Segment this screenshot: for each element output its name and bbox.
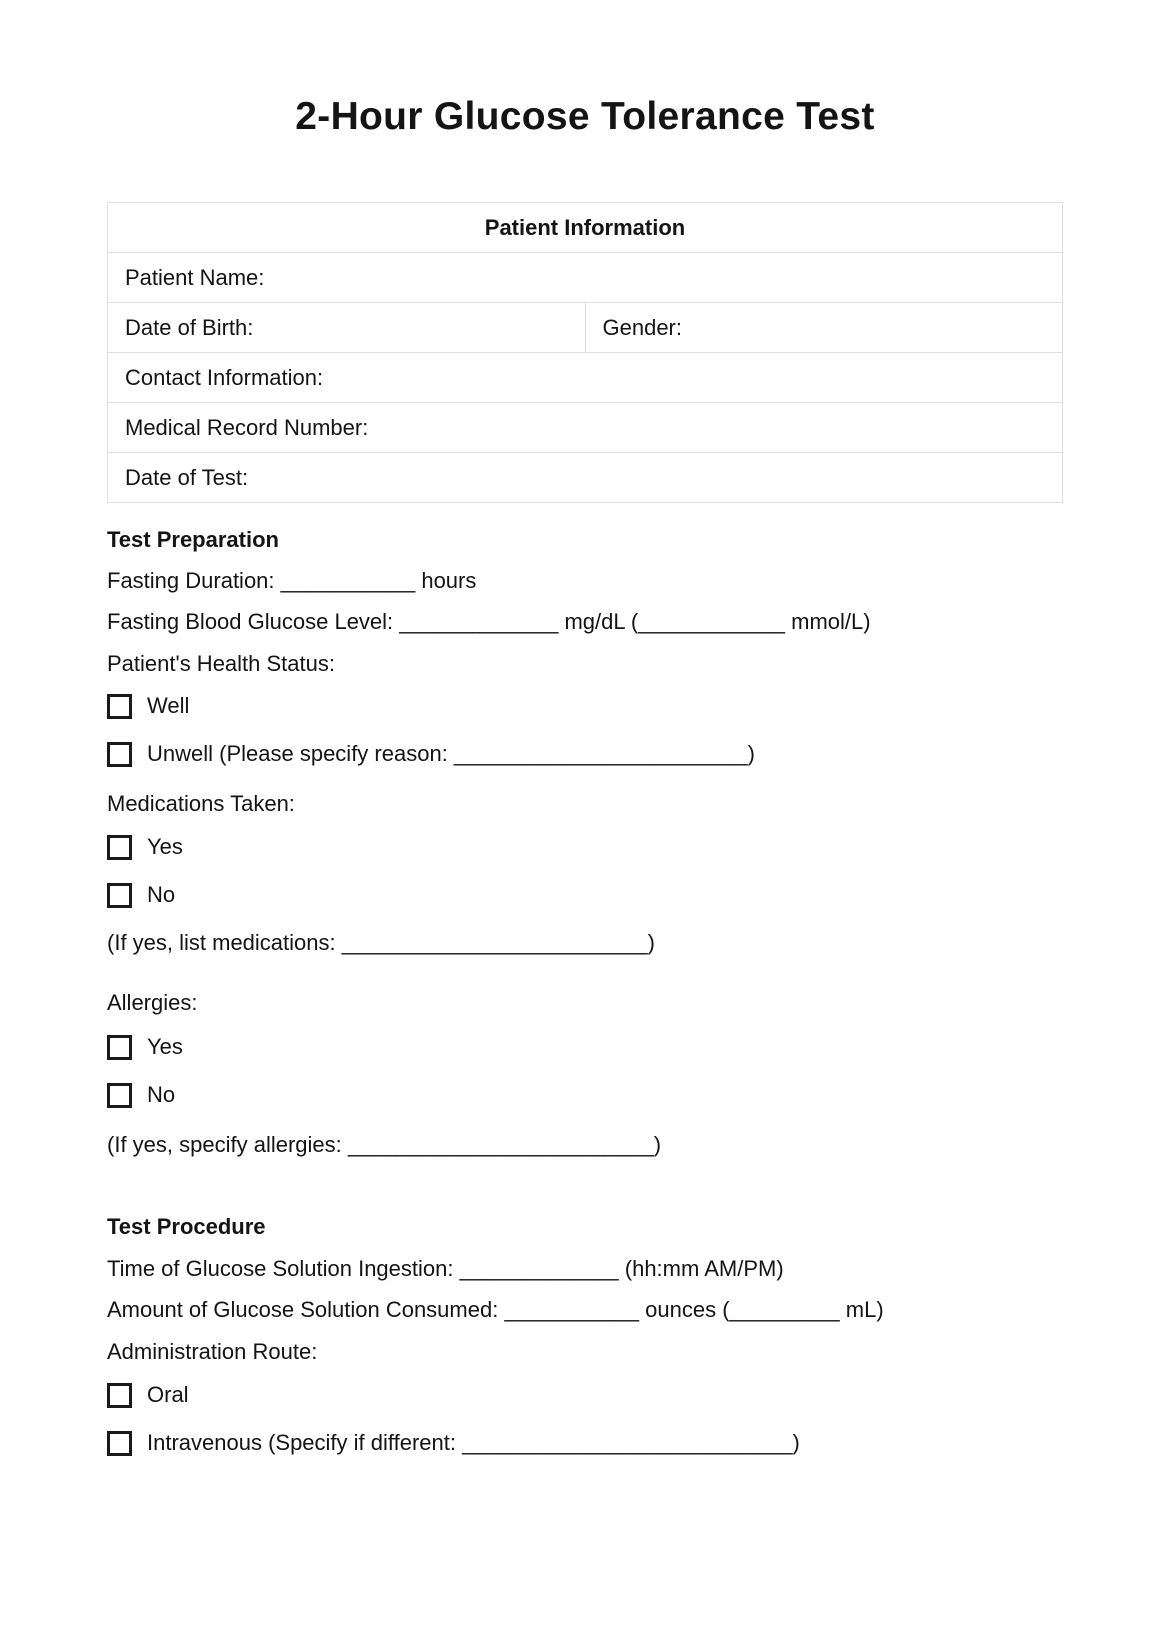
medications-if-yes-line: (If yes, list medications: _________________________) xyxy=(107,930,655,955)
unwell-checkbox[interactable] xyxy=(107,742,132,767)
allergies-no-option xyxy=(107,1080,1063,1110)
time-of-ingestion-line: Time of Glucose Solution Ingestion: _____________ (hh:mm AM/PM) xyxy=(107,1256,784,1281)
contact-information-field: Contact Information: xyxy=(108,353,1063,403)
intravenous-label: Intravenous (Specify if different: ___________________________) xyxy=(147,1430,800,1455)
allergies-no-label: No xyxy=(147,1082,176,1107)
table-row xyxy=(108,353,1063,403)
fasting-glucose-line: Fasting Blood Glucose Level: _____________ mg/dL (____________ mmol/L) xyxy=(107,609,871,634)
table-row xyxy=(108,303,1063,353)
allergies-label: Allergies: xyxy=(107,990,198,1015)
route-oral-option xyxy=(107,1380,1063,1410)
table-row-header xyxy=(108,203,1063,253)
amount-consumed-line: Amount of Glucose Solution Consumed: ___________ ounces (_________ mL) xyxy=(107,1297,884,1322)
medications-taken-label: Medications Taken: xyxy=(107,791,295,816)
health-status-label: Patient's Health Status: xyxy=(107,651,335,676)
patient-information-header: Patient Information xyxy=(108,203,1063,253)
medications-yes-label: Yes xyxy=(147,834,183,859)
allergies-yes-option xyxy=(107,1032,1063,1062)
table-row xyxy=(108,403,1063,453)
medical-record-number-field: Medical Record Number: xyxy=(108,403,1063,453)
fasting-duration-line: Fasting Duration: ___________ hours xyxy=(107,568,477,593)
patient-information-table xyxy=(107,202,1063,503)
date-of-birth-field: Date of Birth: xyxy=(108,303,586,353)
intravenous-checkbox[interactable] xyxy=(107,1431,132,1456)
unwell-label: Unwell (Please specify reason: ________________________) xyxy=(147,741,755,766)
medications-no-label: No xyxy=(147,882,176,907)
allergies-no-checkbox[interactable] xyxy=(107,1083,132,1108)
page-title: 2-Hour Glucose Tolerance Test xyxy=(295,95,875,138)
well-label: Well xyxy=(147,693,190,718)
medications-no-option xyxy=(107,880,1063,910)
date-of-test-field: Date of Test: xyxy=(108,453,1063,503)
table-row xyxy=(108,253,1063,303)
table-row xyxy=(108,453,1063,503)
route-intravenous-option xyxy=(107,1428,1063,1458)
administration-route-label: Administration Route: xyxy=(107,1339,318,1364)
well-checkbox[interactable] xyxy=(107,694,132,719)
medications-yes-checkbox[interactable] xyxy=(107,835,132,860)
oral-checkbox[interactable] xyxy=(107,1383,132,1408)
medications-no-checkbox[interactable] xyxy=(107,883,132,908)
section-heading-test-preparation: Test Preparation xyxy=(107,527,279,552)
allergies-yes-label: Yes xyxy=(147,1034,183,1059)
health-status-unwell-option xyxy=(107,739,1063,769)
allergies-if-yes-line: (If yes, specify allergies: _________________________) xyxy=(107,1132,662,1157)
patient-name-field: Patient Name: xyxy=(108,253,1063,303)
gender-field: Gender: xyxy=(585,303,1063,353)
oral-label: Oral xyxy=(147,1382,189,1407)
allergies-yes-checkbox[interactable] xyxy=(107,1035,132,1060)
medications-yes-option xyxy=(107,832,1063,862)
health-status-well-option xyxy=(107,691,1063,721)
section-heading-test-procedure: Test Procedure xyxy=(107,1214,266,1239)
